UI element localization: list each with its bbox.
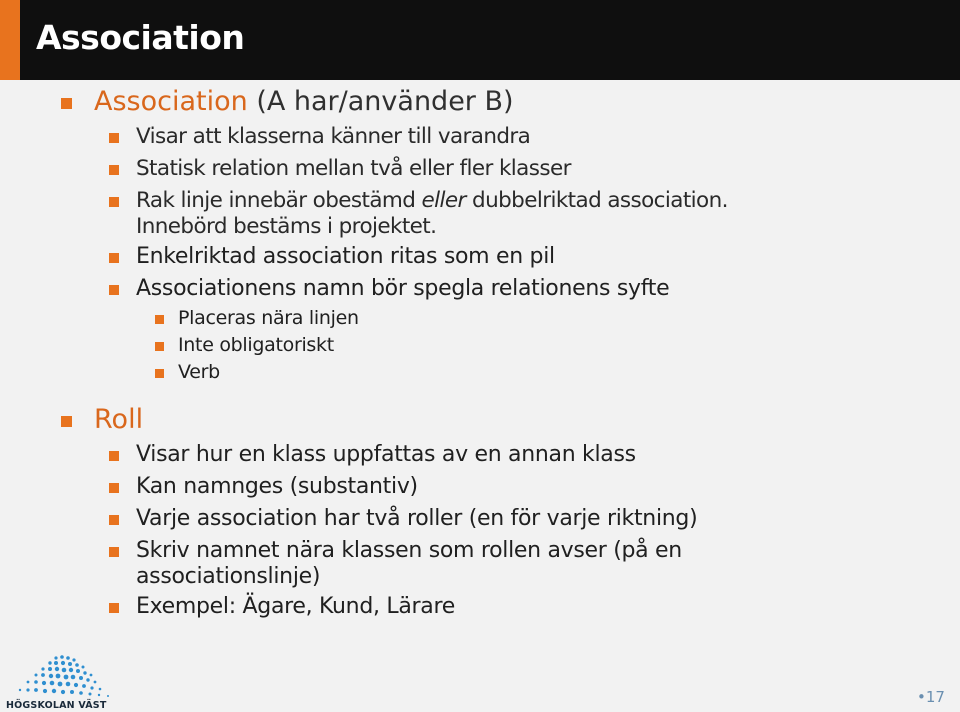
- list-item: Enkelriktad association ritas som en pil: [136, 244, 555, 269]
- list-item-continuation: associationslinje): [136, 564, 321, 589]
- bullet-square-icon: [109, 285, 119, 295]
- list-item: Associationens namn bör spegla relationens syfte: [136, 276, 670, 301]
- list-item-continuation: Innebörd bestäms i projektet.: [136, 214, 437, 239]
- list-item: Visar hur en klass uppfattas av en annan klass: [136, 442, 636, 467]
- sub-list-item: Placeras nära linjen: [178, 307, 359, 329]
- bullet-square-icon: [61, 98, 72, 109]
- bullet-square-icon: [109, 515, 119, 525]
- list-item: Statisk relation mellan två eller fler klasser: [136, 156, 571, 181]
- bullet-square-icon: [155, 369, 164, 378]
- heading-roll: Roll: [94, 404, 144, 435]
- bullet-square-icon: [109, 483, 119, 493]
- heading-association: Association (A har/använder B): [94, 86, 514, 117]
- title-accent-stripe: [0, 0, 20, 80]
- bullet-square-icon: [109, 253, 119, 263]
- list-item: Exempel: Ägare, Kund, Lärare: [136, 594, 455, 619]
- bullet-square-icon: [109, 603, 119, 613]
- slide-title: Association: [36, 18, 245, 57]
- bullet-square-icon: [109, 451, 119, 461]
- list-item: Varje association har två roller (en för varje riktning): [136, 506, 698, 531]
- list-item: Visar att klasserna känner till varandra: [136, 124, 531, 149]
- bullet-square-icon: [109, 197, 119, 207]
- sub-list-item: Inte obligatoriskt: [178, 334, 334, 356]
- bullet-square-icon: [109, 547, 119, 557]
- list-item: Kan namnges (substantiv): [136, 474, 418, 499]
- bullet-square-icon: [61, 416, 72, 427]
- bullet-square-icon: [109, 133, 119, 143]
- sub-list-item: Verb: [178, 361, 220, 383]
- bullet-square-icon: [109, 165, 119, 175]
- list-item: Skriv namnet nära klassen som rollen avser (på en: [136, 538, 682, 563]
- page-number: •17: [917, 688, 945, 706]
- list-item: Rak linje innebär obestämd eller dubbelriktad association.: [136, 188, 728, 213]
- bullet-square-icon: [155, 315, 164, 324]
- bullet-square-icon: [155, 342, 164, 351]
- logo-text: HÖGSKOLAN VÄST: [6, 700, 107, 711]
